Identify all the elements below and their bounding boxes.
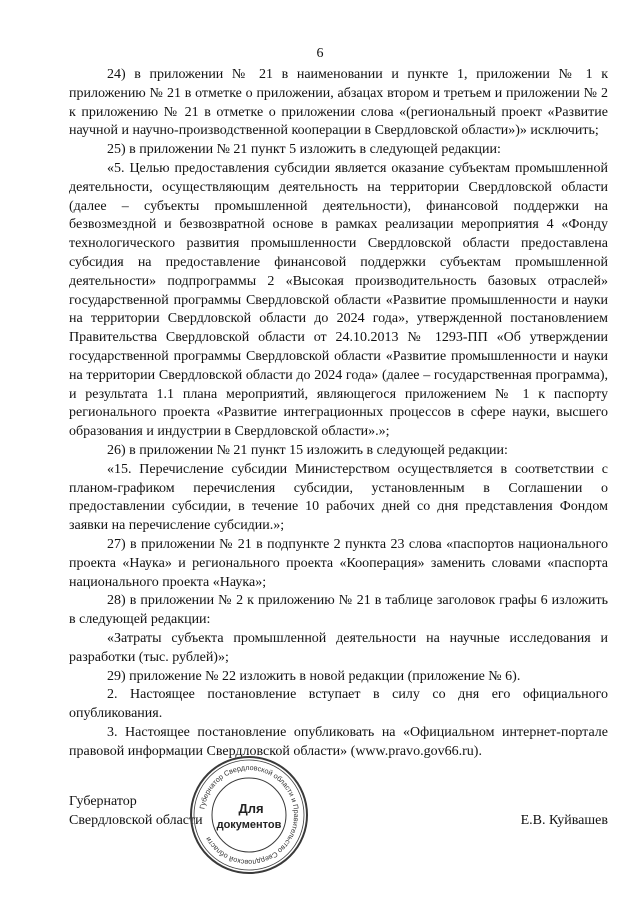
signatory-title-line1: Губернатор	[69, 794, 137, 809]
page-number: 6	[316, 46, 324, 61]
stamp-center-line1: Для	[238, 801, 264, 816]
quoted-clause-5: «5. Целью предоставления субсидии является оказание субъектам промышленной деятельности, осуществляющим деятельность на территории Свердловской области (далее – субъекты промышленной деятельности), финансовой поддержки на безвозмездной и безвозвратной основе в рамках реализации мероприятия 4 «Фонду технологического развития промышленности Свердловской области предоставлена субсидия на предоставление финансовой поддержки субъектам промышленной деятельности» подпрограммы 2 «Высокая производительность базовых отраслей» государственной программы Свердловской области «Развитие промышленности и науки на территории Свердловской области до 2024 года», утвержденной постановлением Правительства Свердловской области от 24.10.2013 № 1293-ПП «Об утверждении государственной программы Свердловской области «Развитие промышленности и науки на территории Свердловской области до 2024 года» (далее – государственная программа), и результата 1.1 плана мероприятий, являющегося приложением № 1 к паспорту регионального проекта «Развитие интеграционных процессов в сфере науки, высшего образования и индустрии в Свердловской области».»;	[69, 160, 608, 440]
paragraph-item-24: 24) в приложении № 21 в наименовании и пункте 1, приложении № 1 к приложению № 21 в отметке о приложении, абзацах втором и третьем и приложении № 2 к приложению № 21 в отметке о приложении слова «(региональный проект «Развитие научной и научно-производственной кооперации в Свердловской области»)» исключить;	[69, 67, 608, 139]
signature-block	[69, 793, 608, 830]
paragraph-item-27: 27) в приложении № 21 в подпункте 2 пункта 23 слова «паспортов национального проекта «Наука» и регионального проекта «Кооперация» заменить словами «паспорта национального проекта «Наука»;	[69, 536, 608, 590]
paragraph-section-3: 3. Настоящее постановление опубликовать на «Официальном интернет-портале правовой информации Свердловской области» (www.pravo.gov66.ru).	[69, 724, 608, 759]
paragraph-item-28: 28) в приложении № 2 к приложению № 21 в таблице заголовок графы 6 изложить в следующей редакции:	[69, 593, 608, 628]
signatory-title-line2: Свердловской области	[69, 812, 203, 828]
official-stamp-icon	[187, 753, 311, 877]
stamp-center-line2: документов	[216, 819, 282, 831]
paragraph-item-25: 25) в приложении № 21 пункт 5 изложить в следующей редакции:	[107, 142, 501, 158]
signatory-name: Е.В. Куйвашев	[520, 813, 608, 828]
paragraph-item-29: 29) приложение № 22 изложить в новой редакции (приложение № 6).	[107, 668, 521, 684]
quoted-clause-15: «15. Перечисление субсидии Министерством осуществляется в соответствии с планом-графиком перечисления субсидии, установленным в Соглашении о предоставлении субсидии, в течение 10 рабочих дней со дня представления Фондом заявки на перечисление субсидии.»;	[69, 461, 608, 534]
stamp-ring-text: Губернатор Свердловской области и Правительство Свердловской области	[197, 762, 302, 868]
paragraph-section-2: 2. Настоящее постановление вступает в силу со дня его официального опубликования.	[69, 687, 608, 722]
document-body	[69, 66, 608, 761]
quoted-column-heading: «Затраты субъекта промышленной деятельности на научные исследования и разработки (тыс. рублей)»;	[69, 630, 608, 665]
paragraph-item-26: 26) в приложении № 21 пункт 15 изложить в следующей редакции:	[107, 442, 508, 458]
